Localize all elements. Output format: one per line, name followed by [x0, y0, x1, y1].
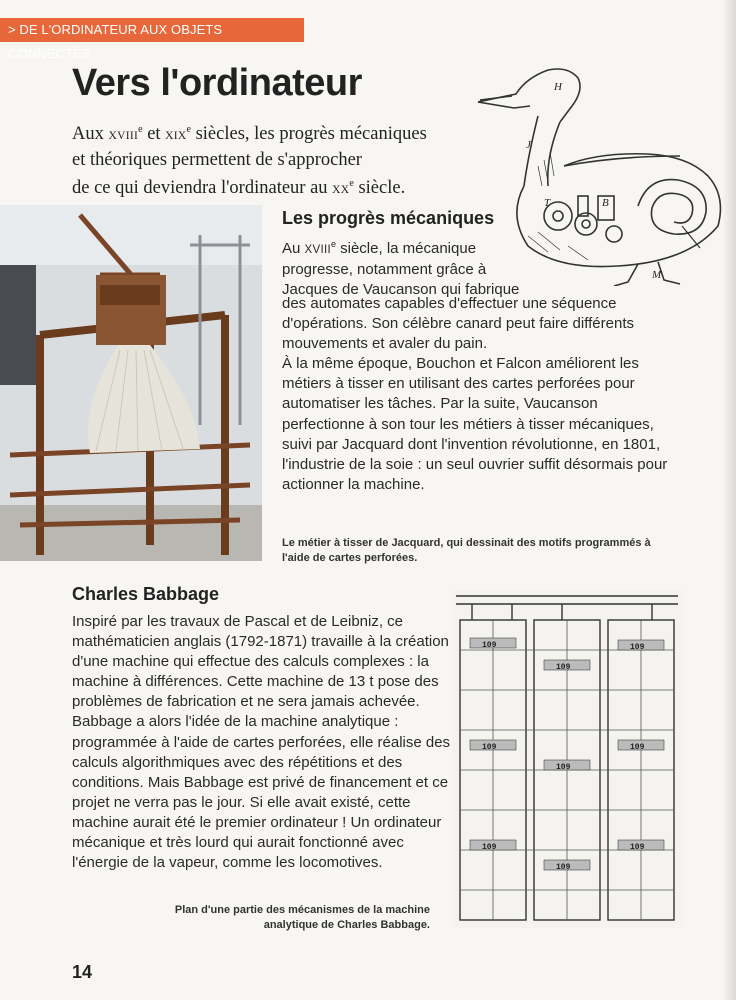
ordinal-e: e	[138, 124, 143, 135]
century-18: XVIII	[108, 130, 139, 143]
duck-label-t: T	[544, 197, 551, 209]
intro-text: et théoriques permettent de s'approcher	[72, 150, 362, 171]
page-edge-shadow	[722, 0, 736, 1000]
text-run: À la même époque, Bouchon et Falcon améliorent les métiers à tisser en utilisant des cartes perforées pour automatiser les tâches. Par la suite, Vaucanson perfectionne à son tour les métiers à tisser mécaniques, suivi par Jacquard dont l'invention révolutionne, en 1801, l'industrie de la soie : un seul ouvrier suffit désormais pour actionner la machine.	[282, 355, 668, 493]
diagram-digits: 109	[630, 843, 645, 852]
duck-label-b: B	[602, 197, 609, 209]
text-run: des automates capables d'effectuer une séquence d'opérations. Son célèbre canard peut faire différents mouvements et avaler du pain.	[282, 295, 634, 353]
intro-text: de ce qui deviendra l'ordinateur au	[72, 178, 333, 199]
ordinal-e: e	[330, 239, 336, 249]
analytical-engine-diagram	[452, 590, 684, 928]
paragraph-automates	[282, 294, 682, 495]
diagram-digits: 109	[482, 641, 497, 650]
caption-analytical-engine: Plan d'une partie des mécanismes de la machine analytique de Charles Babbage.	[174, 904, 430, 931]
intro-text: Aux	[72, 124, 109, 145]
century-20: XX	[332, 184, 350, 197]
paragraph-vaucanson	[282, 234, 532, 300]
jacquard-loom-photo	[0, 205, 262, 561]
intro-text: siècles, les progrès mécaniques	[190, 124, 427, 145]
intro-paragraph	[72, 118, 512, 202]
page-number: 14	[72, 962, 93, 982]
diagram-digits: 109	[556, 663, 571, 672]
intro-text: et	[142, 124, 166, 145]
duck-label-h: H	[554, 81, 562, 93]
diagram-digits: 109	[482, 743, 497, 752]
caption-jacquard-loom: Le métier à tisser de Jacquard, qui dessinait des motifs programmés à l'aide de cartes perforées.	[282, 537, 651, 564]
diagram-digits: 109	[630, 643, 645, 652]
heading-charles-babbage: Charles Babbage	[72, 584, 220, 604]
diagram-digits: 109	[630, 743, 645, 752]
heading-progres-mecaniques: Les progrès mécaniques	[282, 208, 495, 228]
text-run: Au	[282, 240, 305, 257]
century-19: XIX	[165, 130, 187, 143]
section-tab: > DE L'ORDINATEUR AUX OBJETS CONNECTÉS	[0, 18, 304, 42]
ordinal-e: e	[349, 178, 354, 190]
diagram-digits: 109	[556, 763, 571, 772]
duck-label-m: M	[652, 269, 662, 281]
intro-text: siècle.	[353, 178, 406, 199]
century-18: XVIII	[304, 244, 331, 256]
paragraph-babbage: Inspiré par les travaux de Pascal et de Leibniz, ce mathématicien anglais (1792-1871) travaille à la création d'une machine qui effectue des calculs complexes : la machine à différences. Cette machine de 13 t pose des problèmes de fabrication et ne sera jamais achevée. Babbage a alors l'idée de la machine analytique : programmée à l'aide de cartes perforées, elle réalise des calculs algorithmiques avec des répétitions et des conditions. Mais Babbage est privé de financement et ce projet ne verra pas le jour. Si elle avait existé, cette machine aurait été le premier ordinateur ! Un ordinateur mécanique et très lourd qui aurait fonctionné avec l'énergie de la vapeur, comme les locomotives.	[72, 613, 451, 872]
diagram-digits: 109	[556, 863, 571, 872]
ordinal-e: e	[186, 124, 191, 135]
page-title: Vers l'ordinateur	[72, 62, 362, 104]
text-run: siècle, la mécanique progresse, notamment grâce à Jacques de Vaucanson qui fabrique	[282, 240, 520, 299]
diagram-digits: 109	[482, 843, 497, 852]
duck-label-j: J	[526, 139, 531, 151]
